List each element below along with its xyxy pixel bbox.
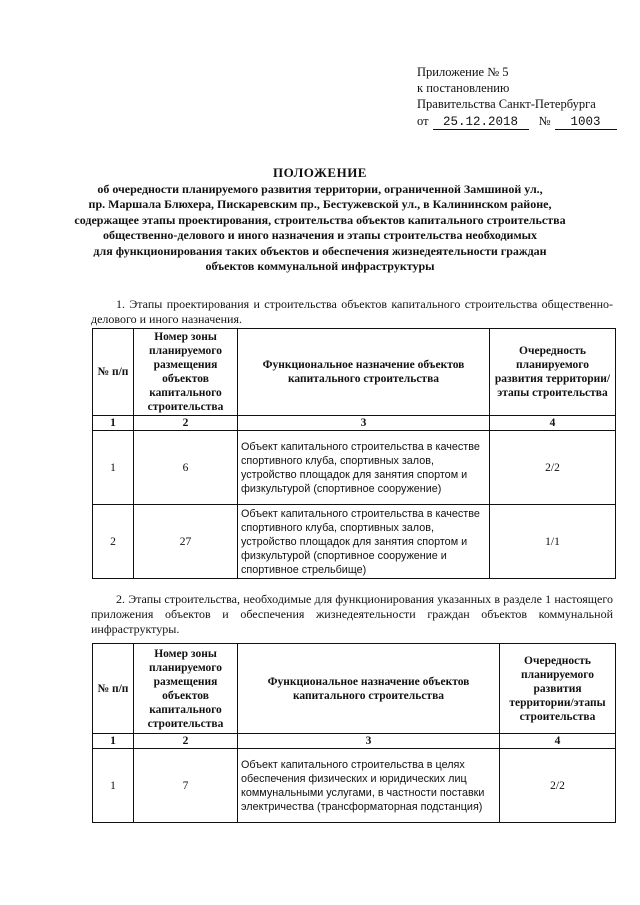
column-number-row: [93, 734, 616, 749]
row-purpose: Объект капитального строительства в качестве спортивного клуба, спортивных залов, устройство площадок для занятия спортом и физкультурой (спортивное сооружение и спортивное стрельбище): [238, 505, 490, 579]
document-title-block: [70, 165, 570, 275]
row-zone: 6: [134, 431, 238, 505]
header-purpose: Функциональное назначение объектов капитального строительства: [238, 644, 500, 734]
section-1-text: 1. Этапы проектирования и строительства объектов капитального строительства общественно-делового и иного назначения.: [91, 297, 613, 326]
title-line: содержащее этапы проектирования, строительства объектов капитального строительства: [74, 212, 566, 227]
title-line: общественно-делового и иного назначения и этапы строительства необходимых: [102, 228, 538, 242]
section-1-table: [92, 328, 616, 579]
column-number: 3: [238, 734, 500, 749]
row-purpose: Объект капитального строительства в качестве спортивного клуба, спортивных залов, устройство площадок для занятия спортом и физкультурой (спортивное сооружение): [238, 431, 490, 505]
number-prefix: №: [538, 114, 551, 128]
header-order: Очередность планируемого развития территории/этапы строительства: [500, 644, 616, 734]
decree-number: 1003: [555, 116, 617, 130]
row-order: 1/1: [490, 505, 616, 579]
appendix-reference: [417, 64, 627, 130]
table-header-row: [93, 329, 616, 416]
column-number: 2: [134, 734, 238, 749]
header-purpose: Функциональное назначение объектов капитального строительства: [238, 329, 490, 416]
section-2-table: [92, 643, 616, 823]
column-number: 2: [134, 416, 238, 431]
appendix-line-1: Приложение № 5: [417, 65, 509, 79]
row-order: 2/2: [500, 749, 616, 823]
section-2-text: 2. Этапы строительства, необходимые для функционирования указанных в разделе 1 настоящего приложения объектов и обеспечения жизнедеятельности граждан объектов коммунальной инфраструктуры.: [91, 592, 613, 636]
column-number: 1: [93, 416, 134, 431]
row-number: 2: [93, 505, 134, 579]
title-line: для функционирования таких объектов и обеспечения жизнедеятельности граждан: [93, 243, 547, 258]
table-header-row: [93, 644, 616, 734]
header-zone: Номер зоны планируемого размещения объектов капитального строительства: [134, 644, 238, 734]
column-number: 4: [500, 734, 616, 749]
document-title: ПОЛОЖЕНИЕ: [273, 165, 367, 180]
decree-date: 25.12.2018: [433, 116, 529, 130]
date-prefix: от: [417, 114, 429, 128]
title-line: объектов коммунальной инфраструктуры: [205, 259, 435, 273]
row-zone: 7: [134, 749, 238, 823]
title-line: пр. Маршала Блюхера, Пискаревским пр., Бестужевской ул., в Калининском районе,: [88, 197, 552, 211]
row-number: 1: [93, 749, 134, 823]
row-number: 1: [93, 431, 134, 505]
appendix-line-3: Правительства Санкт-Петербурга: [417, 97, 596, 111]
row-order: 2/2: [490, 431, 616, 505]
table-row: [93, 749, 616, 823]
column-number: 4: [490, 416, 616, 431]
decree-reference: [417, 113, 627, 130]
header-order: Очередность планируемого развития территории/ этапы строительства: [490, 329, 616, 416]
table-row: [93, 431, 616, 505]
column-number: 1: [93, 734, 134, 749]
header-zone: Номер зоны планируемого размещения объектов капитального строительства: [134, 329, 238, 416]
column-number-row: [93, 416, 616, 431]
table-row: [93, 505, 616, 579]
title-line: об очередности планируемого развития территории, ограниченной Замшиной ул.,: [97, 181, 543, 196]
row-purpose: Объект капитального строительства в целях обеспечения физических и юридических лиц коммунальными услугами, в частности поставки электричества (трансформаторная подстанция): [238, 749, 500, 823]
row-zone: 27: [134, 505, 238, 579]
header-number: № п/п: [93, 329, 134, 416]
header-number: № п/п: [93, 644, 134, 734]
column-number: 3: [238, 416, 490, 431]
appendix-line-2: к постановлению: [417, 81, 510, 95]
